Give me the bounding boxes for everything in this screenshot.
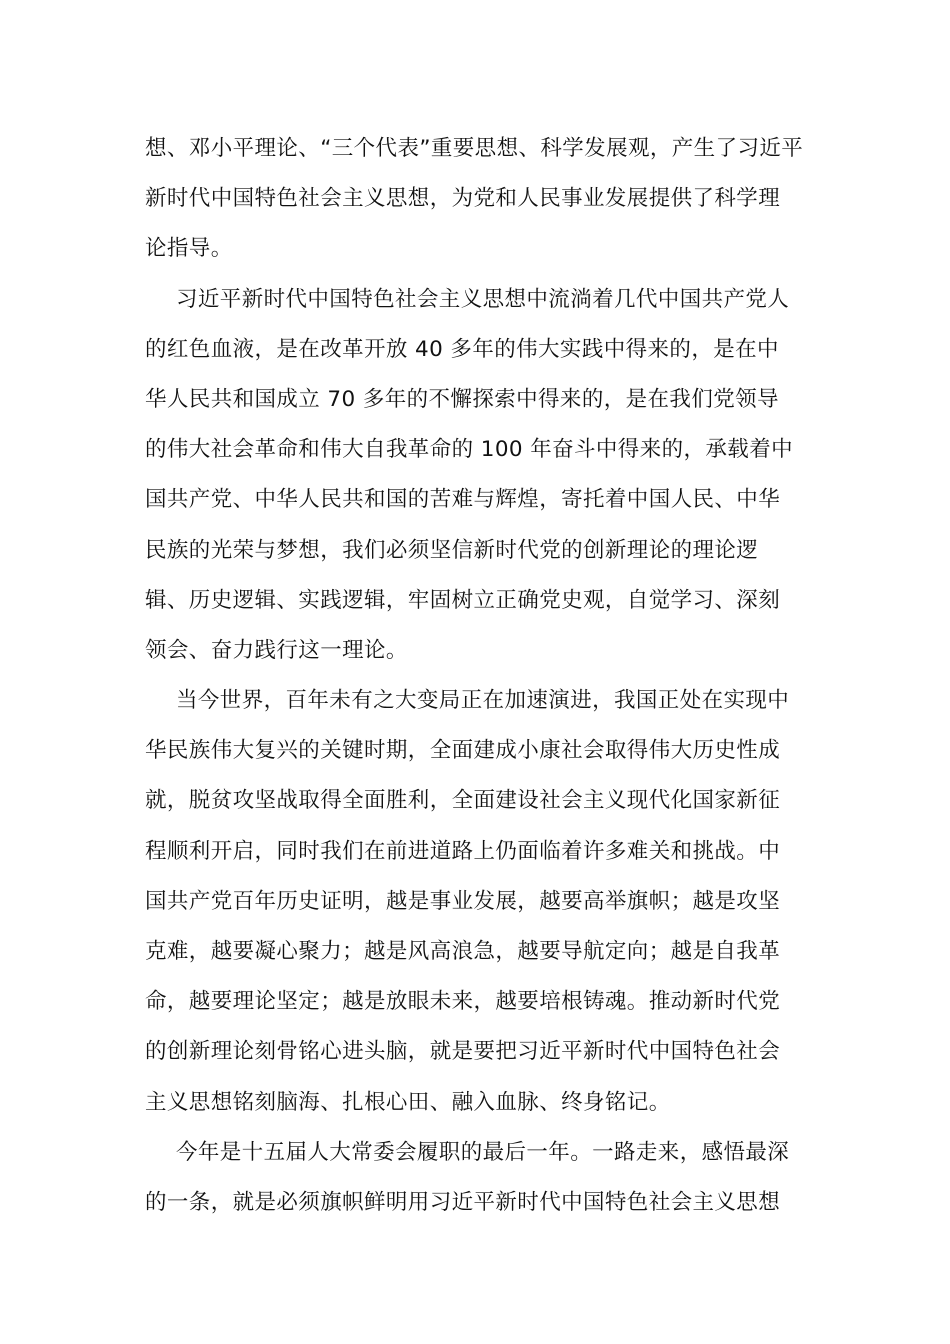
text-line: 华民族伟大复兴的关键时期，全面建成小康社会取得伟大历史性成 — [145, 738, 781, 764]
text-line: 辑、历史逻辑、实践逻辑，牢固树立正确党史观，自觉学习、深刻 — [145, 587, 781, 613]
text-line: 论指导。 — [145, 236, 233, 262]
text-line: 国共产党、中华人民共和国的苦难与辉煌，寄托着中国人民、中华 — [145, 487, 781, 513]
paragraph-first-line: 习近平新时代中国特色社会主义思想中流淌着几代中国共产党人 — [176, 286, 790, 312]
body-text — [145, 124, 810, 1228]
text-line: 的一条，就是必须旗帜鲜明用习近平新时代中国特色社会主义思想 — [145, 1189, 781, 1215]
text-line: 就，脱贫攻坚战取得全面胜利，全面建设社会主义现代化国家新征 — [145, 788, 781, 814]
paragraph-first-line: 当今世界，百年未有之大变局正在加速演进，我国正处在实现中 — [176, 688, 790, 714]
paragraph-first-line: 今年是十五届人大常委会履职的最后一年。一路走来，感悟最深 — [176, 1139, 790, 1165]
text-line: 国共产党百年历史证明，越是事业发展，越要高举旗帜；越是攻坚 — [145, 888, 781, 914]
text-line: 程顺利开启，同时我们在前进道路上仍面临着许多难关和挑战。中 — [145, 838, 781, 864]
text-line: 想、邓小平理论、“三个代表”重要思想、科学发展观，产生了习近平 — [145, 136, 804, 161]
text-line: 新时代中国特色社会主义思想，为党和人民事业发展提供了科学理 — [145, 186, 781, 212]
text-line: 的红色血液，是在改革开放 40 多年的伟大实践中得来的，是在中 — [145, 336, 779, 362]
text-line: 命，越要理论坚定；越是放眼未来，越要培根铸魂。推动新时代党 — [145, 989, 781, 1015]
text-line: 华人民共和国成立 70 多年的不懈探索中得来的，是在我们党领导 — [145, 386, 779, 412]
text-line: 民族的光荣与梦想，我们必须坚信新时代党的创新理论的理论逻 — [145, 537, 759, 563]
text-line: 的伟大社会革命和伟大自我革命的 100 年奋斗中得来的，承载着中 — [145, 437, 794, 463]
text-line: 克难，越要凝心聚力；越是风高浪急，越要导航定向；越是自我革 — [145, 939, 781, 964]
text-line: 主义思想铭刻脑海、扎根心田、融入血脉、终身铭记。 — [145, 1089, 671, 1115]
text-line: 领会、奋力践行这一理论。 — [145, 637, 408, 663]
text-line: 的创新理论刻骨铭心进头脑，就是要把习近平新时代中国特色社会 — [145, 1039, 781, 1065]
